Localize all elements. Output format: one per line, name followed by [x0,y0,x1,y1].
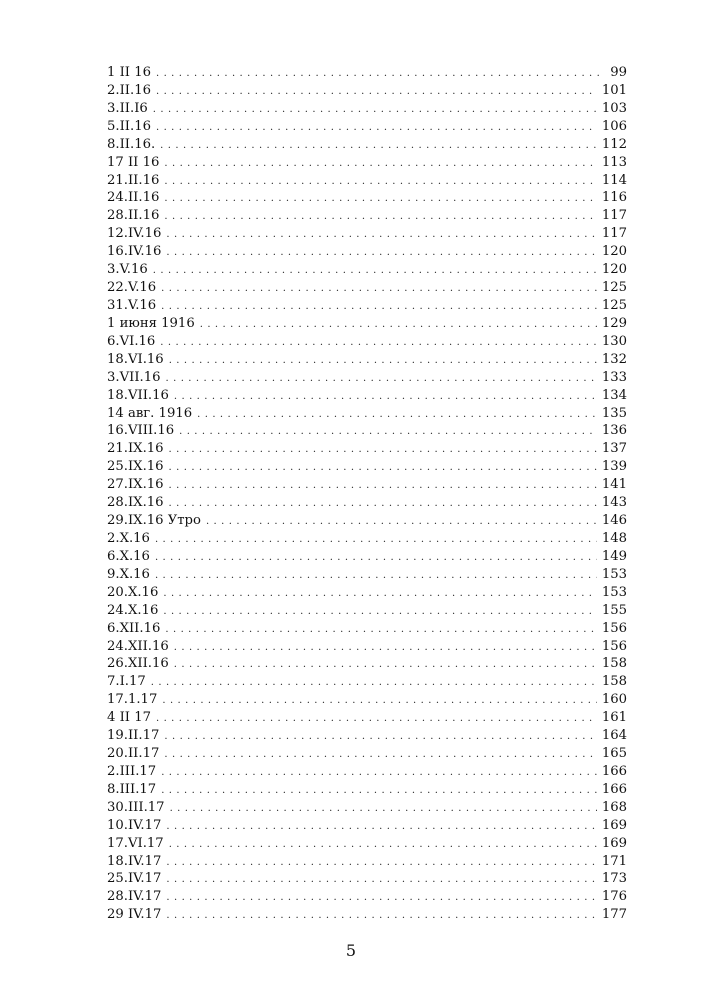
entry-date: 29 IV.17 [107,907,162,923]
entry-date: 22.V.16 [107,280,157,296]
entry-date: 28.IX.16 [107,495,164,511]
toc-entry [107,315,627,333]
dot-leader [171,388,597,406]
dot-leader [160,603,596,621]
entry-page-number: 120 [601,244,627,260]
entry-page-number: 139 [601,459,627,475]
entry-page-number: 130 [601,333,627,349]
toc-entry [107,620,627,638]
entry-date: 1 II 16 [107,65,151,80]
entry-page-number: 156 [601,638,627,654]
entry-page-number: 101 [601,82,627,98]
entry-page-number: 113 [601,154,627,170]
dot-leader [166,352,597,370]
dot-leader [161,746,596,764]
dot-leader [157,334,597,352]
table-of-contents [107,64,627,924]
dot-leader [166,836,597,854]
toc-entry [107,494,627,512]
toc-entry [107,888,627,906]
toc-entry [107,189,627,207]
entry-page-number: 134 [601,387,627,403]
dot-leader [160,585,596,603]
toc-entry [107,100,627,118]
entry-date: 19.II.17 [107,728,160,744]
entry-date: 8.III.17 [107,781,157,797]
toc-entry [107,602,627,620]
entry-page-number: 160 [601,692,627,708]
entry-page-number: 171 [601,853,627,869]
toc-entry [107,136,627,154]
entry-date: 25.IV.17 [107,871,162,887]
entry-page-number: 125 [601,280,627,296]
entry-page-number: 116 [601,190,627,206]
entry-date: 28.II.16 [107,208,160,224]
dot-leader [158,280,597,298]
entry-date: 3.II.I6 [107,100,148,116]
entry-page-number: 133 [601,369,627,385]
entry-date: 29.IX.16 Утро [107,513,201,529]
dot-leader [163,871,596,889]
entry-page-number: 164 [601,728,627,744]
dot-leader [166,477,597,495]
entry-page-number: 125 [601,297,627,313]
toc-entry [107,351,627,369]
entry-date: 17.VI.17 [107,835,164,851]
entry-page-number: 120 [601,262,627,278]
dot-leader [171,656,597,674]
entry-date: 6.XII.16 [107,620,161,636]
toc-entry [107,154,627,172]
entry-date: 30.III.17 [107,799,165,815]
entry-date: 24.X.16 [107,602,159,618]
entry-page-number: 166 [601,781,627,797]
toc-entry [107,673,627,691]
dot-leader [152,567,597,585]
entry-date: 18.IV.17 [107,853,162,869]
entry-page-number: 135 [601,405,627,421]
entry-page-number: 149 [601,548,627,564]
entry-date: 8.II.16. [107,136,156,152]
toc-entry [107,906,627,924]
entry-page-number: 106 [601,118,627,134]
toc-entry [107,297,627,315]
entry-date: 14 авг. 1916 [107,405,193,421]
entry-date: 28.IV.17 [107,889,162,905]
dot-leader [161,155,596,173]
toc-entry [107,745,627,763]
toc-entry [107,458,627,476]
entry-date: 3.V.16 [107,262,148,278]
dot-leader [153,65,605,83]
entry-date: 9.X.16 [107,566,150,582]
dot-leader [166,441,597,459]
toc-entry [107,638,627,656]
dot-leader [163,889,596,907]
entry-date: 24.XII.16 [107,638,169,654]
entry-date: 6.VI.16 [107,333,156,349]
dot-leader [163,370,597,388]
entry-page-number: 117 [601,208,627,224]
entry-page-number: 137 [601,441,627,457]
entry-date: 27.IX.16 [107,477,164,493]
dot-leader [166,495,597,513]
toc-entry [107,512,627,530]
dot-leader [148,674,597,692]
entry-date: 4 II 17 [107,710,151,726]
toc-entry [107,118,627,136]
toc-entry [107,817,627,835]
dot-leader [158,298,597,316]
toc-entry [107,548,627,566]
toc-entry [107,691,627,709]
toc-entry [107,655,627,673]
toc-entry [107,870,627,888]
dot-leader [161,173,596,191]
entry-date: 25.IX.16 [107,459,164,475]
dot-leader [150,262,597,280]
entry-date: 10.IV.17 [107,817,162,833]
entry-date: 12.IV.16 [107,226,162,242]
entry-page-number: 132 [601,351,627,367]
toc-entry [107,530,627,548]
entry-page-number: 153 [601,566,627,582]
entry-date: 16.VIII.16 [107,423,175,439]
dot-leader [161,208,596,226]
toc-entry [107,799,627,817]
dot-leader [171,639,597,657]
toc-entry [107,727,627,745]
entry-page-number: 146 [601,513,627,529]
toc-entry [107,584,627,602]
toc-entry [107,279,627,297]
toc-entry [107,369,627,387]
entry-page-number: 169 [601,817,627,833]
entry-page-number: 114 [601,172,627,188]
entry-page-number: 158 [601,674,627,690]
entry-date: 2.III.17 [107,763,157,779]
toc-entry [107,405,627,423]
entry-page-number: 155 [601,602,627,618]
toc-entry [107,440,627,458]
dot-leader [166,459,597,477]
entry-date: 21.II.16 [107,172,160,188]
page-number: 5 [345,941,357,960]
entry-page-number: 161 [601,710,627,726]
dot-leader [150,101,597,119]
entry-date: 3.VII.16 [107,369,161,385]
entry-date: 26.XII.16 [107,656,169,672]
entry-date: 17 II 16 [107,154,160,170]
entry-date: 2.X.16 [107,530,150,546]
entry-date: 18.VII.16 [107,387,169,403]
toc-entry [107,835,627,853]
entry-page-number: 129 [601,315,627,331]
entry-date: 31.V.16 [107,297,157,313]
entry-date: 6.X.16 [107,548,150,564]
entry-date: 1 июня 1916 [107,315,195,331]
dot-leader [161,190,596,208]
dot-leader [159,692,596,710]
dot-leader [161,728,596,746]
toc-entry [107,763,627,781]
dot-leader [197,316,597,334]
toc-entry [107,333,627,351]
dot-leader [153,119,597,137]
dot-leader [163,244,596,262]
dot-leader [153,710,597,728]
entry-page-number: 141 [601,477,627,493]
entry-page-number: 112 [601,136,627,152]
entry-page-number: 156 [601,620,627,636]
entry-date: 20.II.17 [107,746,160,762]
entry-page-number: 148 [601,530,627,546]
toc-entry [107,709,627,727]
entry-date: 2.II.16 [107,82,151,98]
entry-page-number: 166 [601,763,627,779]
entry-page-number: 176 [601,889,627,905]
dot-leader [203,513,597,531]
entry-page-number: 168 [601,799,627,815]
dot-leader [157,137,597,155]
entry-date: 7.I.17 [107,674,146,690]
toc-entry [107,387,627,405]
entry-page-number: 169 [601,835,627,851]
entry-date: 16.IV.16 [107,244,162,260]
entry-page-number: 136 [601,423,627,439]
entry-date: 5.II.16 [107,118,151,134]
toc-entry [107,172,627,190]
entry-date: 18.VI.16 [107,351,164,367]
toc-entry [107,261,627,279]
dot-leader [163,907,596,925]
toc-entry [107,225,627,243]
entry-date: 24.II.16 [107,190,160,206]
toc-entry [107,207,627,225]
dot-leader [163,854,596,872]
toc-entry [107,82,627,100]
toc-entry [107,853,627,871]
dot-leader [152,549,597,567]
entry-page-number: 153 [601,584,627,600]
dot-leader [167,800,597,818]
entry-page-number: 165 [601,746,627,762]
toc-entry [107,566,627,584]
dot-leader [163,226,596,244]
dot-leader [162,621,596,639]
entry-page-number: 99 [610,65,627,80]
toc-entry [107,781,627,799]
entry-page-number: 173 [601,871,627,887]
toc-entry [107,64,627,82]
dot-leader [176,423,597,441]
entry-date: 20.X.16 [107,584,159,600]
entry-date: 21.IX.16 [107,441,164,457]
dot-leader [158,782,597,800]
entry-page-number: 103 [601,100,627,116]
toc-entry [107,476,627,494]
dot-leader [158,764,597,782]
entry-page-number: 158 [601,656,627,672]
entry-date: 17.1.17 [107,692,158,708]
dot-leader [163,818,596,836]
toc-entry [107,422,627,440]
dot-leader [194,406,597,424]
dot-leader [153,83,597,101]
dot-leader [152,531,597,549]
entry-page-number: 143 [601,495,627,511]
entry-page-number: 177 [601,907,627,923]
toc-entry [107,243,627,261]
entry-page-number: 117 [601,226,627,242]
